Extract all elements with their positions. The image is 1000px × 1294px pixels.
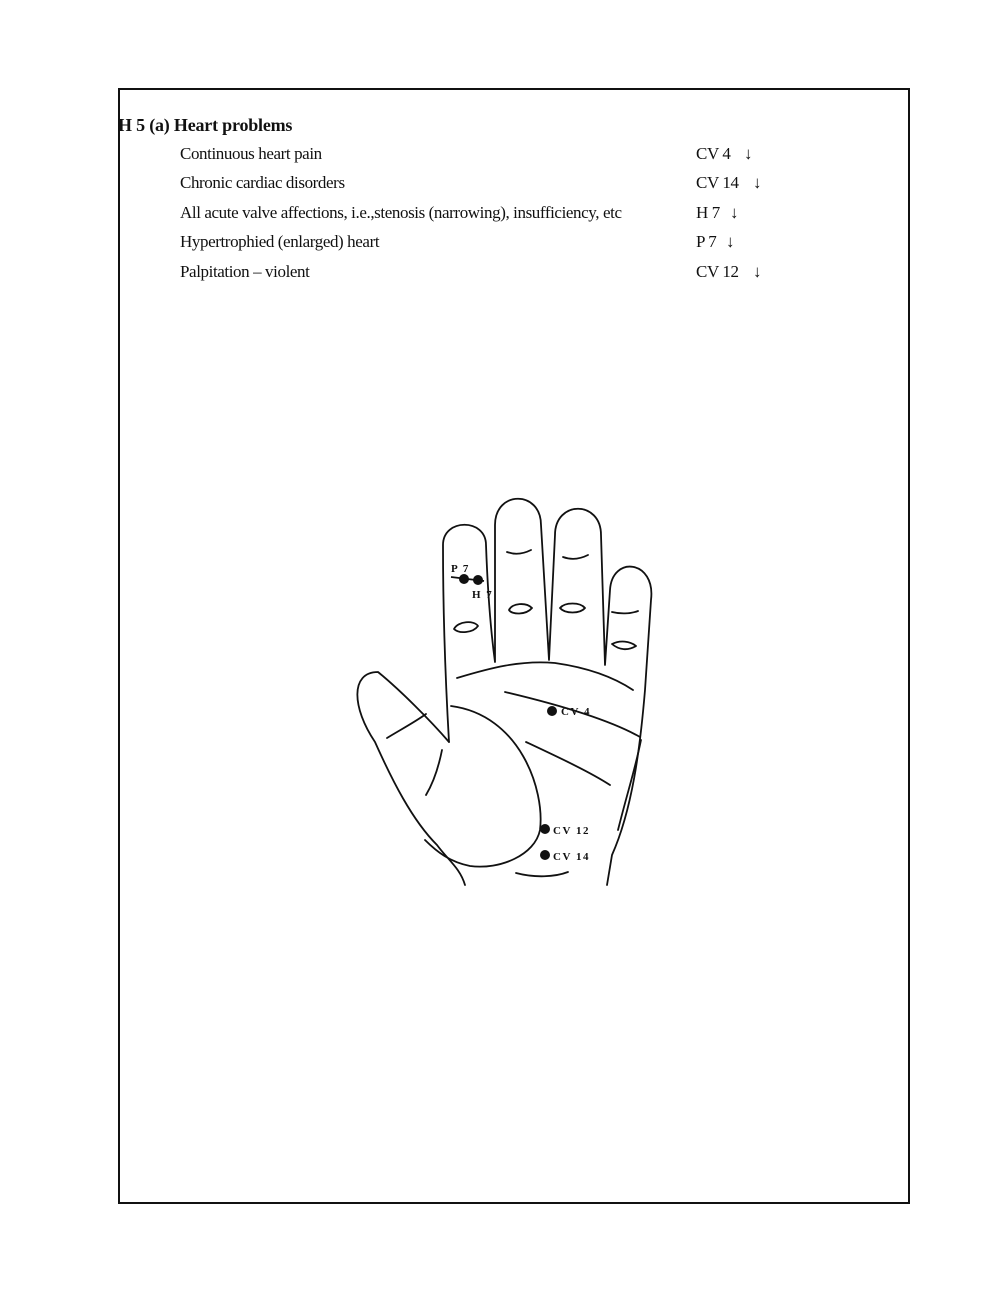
condition-text: Chronic cardiac disorders: [180, 173, 345, 192]
point-code: CV 14: [696, 173, 739, 192]
finger-crease: [612, 611, 638, 613]
condition-row: [180, 144, 800, 168]
thumb-crease: [387, 714, 426, 738]
condition-text: Palpitation – violent: [180, 262, 310, 281]
section-heading: H 5 (a) Heart problems: [118, 115, 293, 135]
finger-crease: [563, 555, 588, 559]
point-code: CV 4: [696, 144, 731, 163]
down-arrow-icon: ↓: [753, 262, 762, 281]
finger-crease: [454, 622, 478, 632]
thenar-crease: [425, 706, 541, 867]
cv14-point: [540, 850, 550, 860]
condition-text: Hypertrophied (enlarged) heart: [180, 232, 380, 251]
condition-row: [180, 173, 800, 197]
condition-row: [180, 262, 800, 286]
condition-text: All acute valve affections, i.e.,stenosis (narrowing), insufficiency, etc: [180, 203, 622, 222]
down-arrow-icon: ↓: [753, 173, 762, 192]
finger-crease: [612, 642, 636, 650]
finger-crease: [560, 604, 585, 613]
cv4-point: [547, 706, 557, 716]
point-code: H 7: [696, 203, 720, 222]
cv4-label: CV 4: [561, 706, 591, 718]
p7-label: P 7: [451, 563, 470, 575]
thumb-outline: [357, 672, 465, 885]
condition-row: [180, 203, 800, 227]
fate-line: [618, 740, 641, 830]
finger-crease: [509, 604, 532, 613]
p7-point: [459, 574, 469, 584]
cv12-label: CV 12: [553, 825, 590, 837]
head-line: [526, 742, 610, 785]
point-code: P 7: [696, 232, 717, 251]
h7-label: H 7: [472, 589, 494, 601]
palm-diagram: [330, 490, 690, 900]
finger-crease: [507, 550, 531, 554]
cv12-point: [540, 824, 550, 834]
down-arrow-icon: ↓: [744, 144, 753, 163]
finger-base-curve: [457, 662, 633, 690]
wrist-crease: [516, 872, 568, 876]
condition-row: [180, 232, 800, 256]
point-code: CV 12: [696, 262, 739, 281]
cv14-label: CV 14: [553, 851, 590, 863]
condition-text: Continuous heart pain: [180, 144, 322, 163]
thumb-inner-line: [426, 750, 442, 795]
down-arrow-icon: ↓: [726, 232, 735, 251]
h7-point: [473, 575, 483, 585]
down-arrow-icon: ↓: [730, 203, 739, 222]
